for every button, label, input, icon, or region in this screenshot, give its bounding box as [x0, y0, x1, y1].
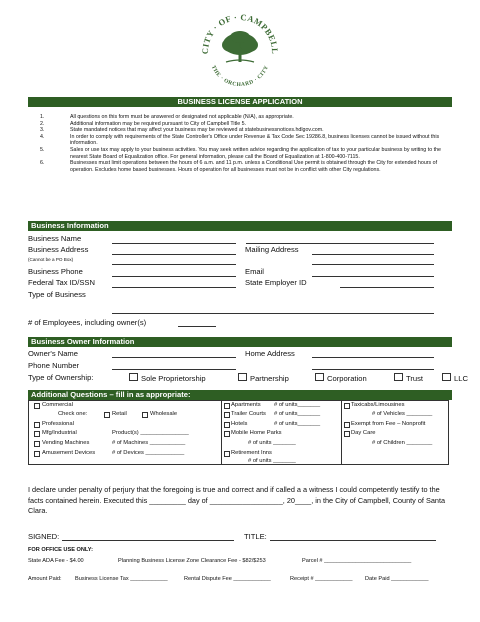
- email-field[interactable]: [312, 276, 434, 277]
- form-title: BUSINESS LICENSE APPLICATION: [28, 97, 452, 107]
- hotels-label: Hotels: [231, 421, 248, 427]
- instruction-number: 1.: [40, 114, 45, 120]
- amusement-label: Amusement Devices: [42, 450, 96, 456]
- owner-name-label: Owner's Name: [28, 349, 78, 358]
- signature-field[interactable]: [62, 540, 234, 541]
- tax-id-label: Federal Tax ID/SSN: [28, 278, 95, 287]
- zone-fee-text: Planning Business License Zone Clearance Fee - $82/$253: [118, 558, 266, 564]
- vending-label: Vending Machines: [42, 440, 90, 446]
- home-address-field[interactable]: [312, 357, 434, 358]
- instruction-number: 2.: [40, 120, 45, 127]
- check-one-label: Check one:: [58, 411, 88, 417]
- apartments-checkbox[interactable]: [224, 403, 230, 409]
- apartments-units-field[interactable]: # of units_______: [274, 402, 321, 408]
- daycare-checkbox[interactable]: [344, 431, 350, 437]
- instruction-text: All questions on this form must be answered or designated not applicable (N/A), as appropriate.: [70, 114, 294, 120]
- ownership-type-label: Type of Ownership:: [28, 373, 94, 382]
- parcel-field[interactable]: Parcel # ____________________________: [302, 558, 412, 564]
- title-field[interactable]: [270, 540, 436, 541]
- vending-checkbox[interactable]: [34, 441, 40, 447]
- instructions-list: [40, 114, 458, 173]
- business-name-field-extra[interactable]: [246, 243, 434, 244]
- business-type-field[interactable]: [112, 313, 434, 314]
- column-divider-2: [341, 400, 342, 465]
- home-address-label: Home Address: [245, 349, 295, 358]
- owner-phone-label: Phone Number: [28, 361, 80, 370]
- svg-text:CITY · OF · CAMPBELL: CITY · OF · CAMPBELL: [199, 11, 281, 55]
- owner-phone-field[interactable]: [112, 369, 236, 370]
- llc-checkbox[interactable]: [442, 373, 451, 381]
- vehicles-field[interactable]: # of Vehicles ________: [372, 411, 433, 417]
- amusement-checkbox[interactable]: [34, 451, 40, 457]
- receipt-field[interactable]: Receipt # ____________: [290, 576, 353, 582]
- instruction-item: [40, 127, 458, 134]
- exempt-label: Exempt from Fee – Nonprofit: [351, 421, 426, 427]
- wholesale-checkbox[interactable]: [142, 412, 148, 418]
- no-po-box-note: (Cannot be a PO Box): [28, 257, 74, 262]
- office-use-header: FOR OFFICE USE ONLY:: [28, 547, 93, 553]
- signed-label: SIGNED:: [28, 532, 60, 541]
- title-label: TITLE:: [244, 532, 267, 541]
- perjury-declaration: I declare under penalty of perjury that the foregoing is true and correct and if called a a witness I could competently testify to the facts contained herein. Executed this _________ day of __________________, 20____, in the City of Campbell, County of Santa Clara.: [28, 485, 446, 515]
- trailer-label: Trailer Courts: [231, 411, 266, 417]
- corporation-label: Corporation: [327, 374, 367, 383]
- svg-text:THE · ORCHARD · CITY: THE · ORCHARD · CITY: [209, 64, 271, 89]
- home-address-field-2[interactable]: [312, 369, 434, 370]
- business-phone-field[interactable]: [112, 276, 236, 277]
- mfg-checkbox[interactable]: [34, 431, 40, 437]
- license-tax-field[interactable]: Business License Tax ____________: [75, 576, 168, 582]
- machines-field[interactable]: # of Machines ___________: [112, 440, 186, 446]
- professional-checkbox[interactable]: [34, 422, 40, 428]
- mobile-home-label: Mobile Home Parks: [231, 430, 282, 436]
- instruction-text: Additional information may be required pursuant to City of Campbell Title 5.: [70, 120, 247, 127]
- instruction-item: [40, 121, 458, 128]
- exempt-checkbox[interactable]: [344, 422, 350, 428]
- trailer-checkbox[interactable]: [224, 412, 230, 418]
- hotels-units-field[interactable]: # of units_______: [274, 421, 321, 427]
- professional-label: Professional: [42, 421, 74, 427]
- devices-field[interactable]: # of Devices ____________: [112, 450, 185, 456]
- hotels-checkbox[interactable]: [224, 422, 230, 428]
- retail-label: Retail: [112, 411, 127, 417]
- column-divider-1: [221, 400, 222, 465]
- city-seal-logo: [198, 8, 282, 92]
- mobile-home-checkbox[interactable]: [224, 431, 230, 437]
- instruction-item: [40, 147, 458, 160]
- amount-paid-label: Amount Paid:: [28, 576, 62, 582]
- instruction-text: State mandated notices that may affect your business may be reviewed at statebusinessnotices.hdlgov.com.: [70, 127, 324, 134]
- instruction-item: [40, 160, 458, 173]
- trailer-units-field[interactable]: # of units_______: [274, 411, 321, 417]
- owner-name-field[interactable]: [112, 357, 236, 358]
- instruction-item: [40, 134, 458, 147]
- corporation-checkbox[interactable]: [315, 373, 324, 381]
- taxicabs-label: Taxicabs/Limousines: [351, 402, 405, 408]
- commercial-label: Commercial: [42, 402, 73, 408]
- daycare-label: Day Care: [351, 430, 376, 436]
- commercial-checkbox[interactable]: [34, 403, 40, 409]
- rental-fee-field[interactable]: Rental Dispute Fee ____________: [184, 576, 271, 582]
- mailing-address-label: Mailing Address: [245, 245, 299, 254]
- instruction-number: 5.: [40, 146, 45, 153]
- ada-fee-text: State ADA Fee - $4.00: [28, 558, 84, 564]
- trust-label: Trust: [406, 374, 424, 383]
- instruction-text: Sales or use tax may apply to your business activities. You may seek written advice regarding the application of tax to your particular business by writing to the nearest State Board of Equalization office. For general information, please call the Board of Equalization at 1-800-400-7115.: [70, 146, 441, 160]
- retirement-units-field[interactable]: # of units _______: [248, 458, 296, 464]
- mobile-home-units-field[interactable]: # of units _______: [248, 440, 296, 446]
- business-type-label: Type of Business: [28, 290, 86, 299]
- partnership-label: Partnership: [250, 374, 289, 383]
- sole-proprietorship-label: Sole Proprietorship: [141, 374, 206, 383]
- wholesale-label: Wholesale: [150, 411, 178, 417]
- state-employer-id-label: State Employer ID: [245, 278, 307, 287]
- instruction-text: In order to comply with requirements of the State Controller's Office under Revenue & Tax Code Sec 19286.8, business licenses cannot be issued without this information.: [70, 133, 440, 147]
- email-label: Email: [245, 267, 264, 276]
- instruction-number: 3.: [40, 127, 45, 134]
- business-info-header: Business Information: [28, 221, 452, 231]
- children-field[interactable]: # of Children ________: [372, 440, 433, 446]
- taxicabs-checkbox[interactable]: [344, 403, 350, 409]
- business-address-field[interactable]: [112, 254, 236, 255]
- sole-proprietorship-checkbox[interactable]: [129, 373, 138, 381]
- tax-id-field[interactable]: [112, 287, 236, 288]
- mailing-address-field-2[interactable]: [312, 264, 434, 265]
- employees-label: # of Employees, including owner(s): [28, 318, 147, 327]
- business-name-label: Business Name: [28, 234, 82, 243]
- retirement-checkbox[interactable]: [224, 451, 230, 457]
- products-field[interactable]: Product(s) _______________: [112, 430, 189, 436]
- business-phone-label: Business Phone: [28, 267, 83, 276]
- llc-label: LLC: [454, 374, 468, 383]
- instruction-number: 4.: [40, 133, 45, 140]
- additional-questions-header: Additional Questions – fill in as appropriate:: [28, 390, 452, 400]
- owner-info-header: Business Owner Information: [28, 337, 452, 347]
- business-address-label: Business Address: [28, 245, 89, 254]
- partnership-checkbox[interactable]: [238, 373, 247, 381]
- employees-field[interactable]: [178, 326, 216, 327]
- instruction-item: [40, 114, 458, 121]
- business-name-field[interactable]: [112, 243, 236, 244]
- state-employer-id-field[interactable]: [340, 287, 434, 288]
- retail-checkbox[interactable]: [104, 412, 110, 418]
- instruction-number: 6.: [40, 160, 45, 167]
- business-address-field-2[interactable]: [112, 264, 236, 265]
- apartments-label: Apartments: [231, 402, 261, 408]
- mailing-address-field[interactable]: [312, 254, 434, 255]
- trust-checkbox[interactable]: [394, 373, 403, 381]
- mfg-label: Mfg/Industrial: [42, 430, 77, 436]
- retirement-label: Retirement Inns: [231, 450, 272, 456]
- instruction-text: Businesses must limit operations between the hours of 6 a.m. and 11 p.m. unless a Conditional Use permit is obtained through the City for extended hours of operation. Excludes home based businesses. Hours of operation for all businesses must not be in conflict with other City regulations.: [70, 160, 438, 173]
- date-paid-field[interactable]: Date Paid ____________: [365, 576, 429, 582]
